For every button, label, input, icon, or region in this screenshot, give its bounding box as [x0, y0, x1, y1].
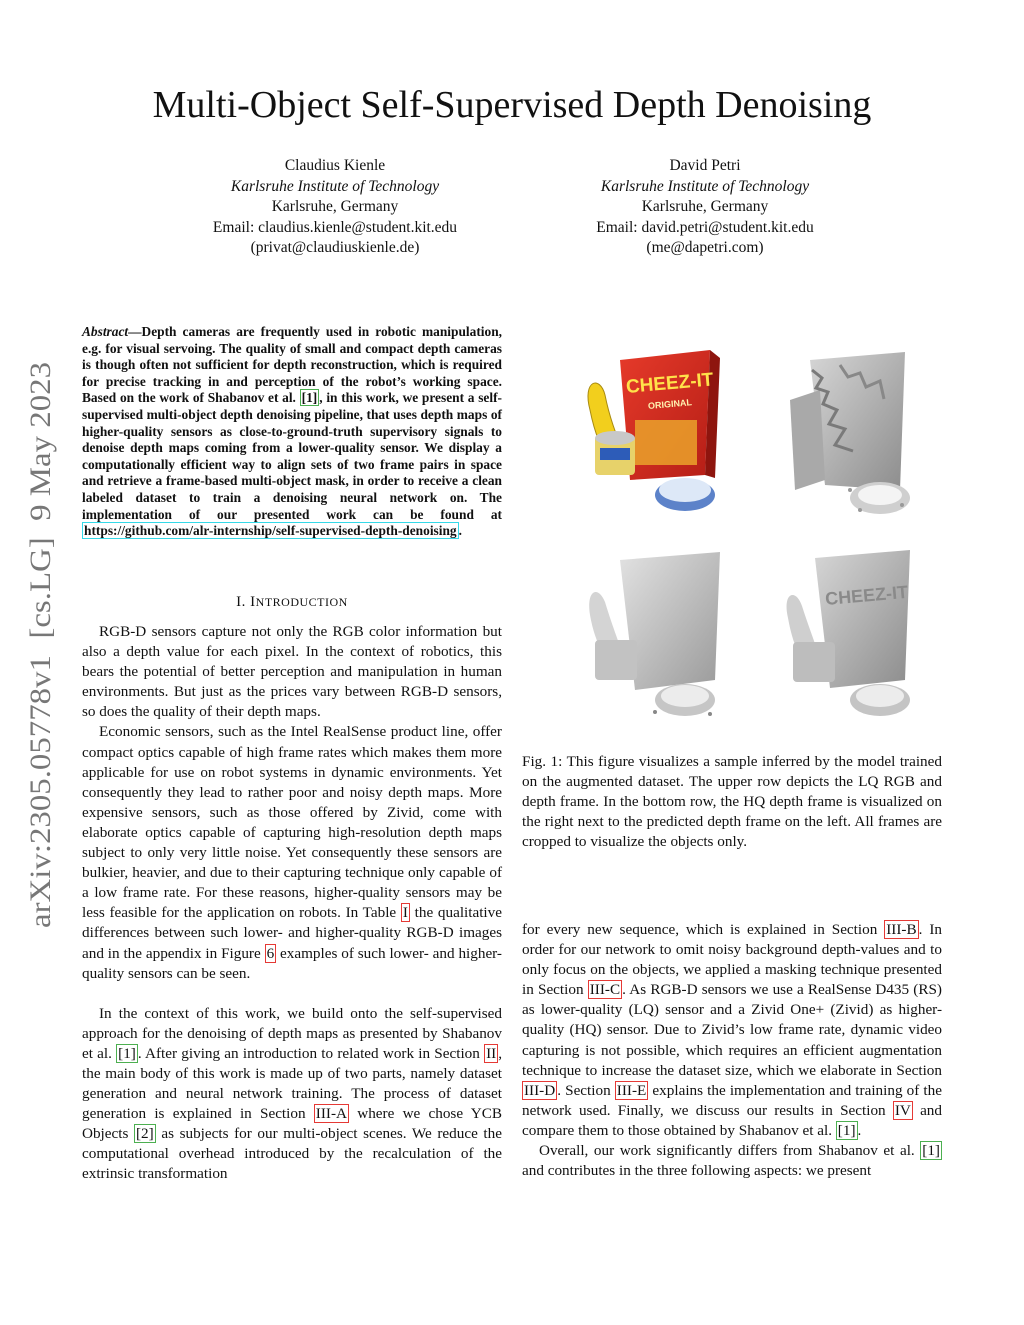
rgb-frame-image [588, 350, 720, 511]
section-link[interactable]: III-B [886, 921, 917, 938]
author-affiliation: Karlsruhe Institute of Technology [600, 177, 810, 195]
predicted-depth-image [589, 552, 720, 716]
citation-link[interactable]: [2] [136, 1125, 154, 1143]
paragraph: In the context of this work, we build onto the self-supervised approach for the denoising of depth maps as presented by Shabanov et al. [1] . After giving an introduction to related work in Section II , the main body of this work is made up of two parts, namely dataset generation and neural network training. The process of dataset generation is explained in Section III-A where we chose YCB Objects [2] as subjects for our multi-object scenes. We reduce the computational overhead introduced by the recalculation of the extrinsic transformation [82, 1004, 502, 1183]
section-link[interactable]: III-E [616, 1081, 647, 1099]
section-link[interactable]: III-A [315, 1105, 347, 1123]
figure-link[interactable]: 6 [266, 944, 275, 962]
author-block-1 [150, 156, 520, 259]
paragraph: Overall, our work significantly differs from Shabanov et al. [1] and contributes in the three following aspects: we present [522, 1142, 940, 1180]
table-link[interactable]: I [402, 904, 408, 922]
author-name: Claudius Kienle [284, 157, 386, 174]
github-link[interactable]: https://github.com/alr-internship/self-supervised-depth-denoising [84, 523, 457, 539]
paragraph: RGB-D sensors capture not only the RGB color information but also a depth value for each pixel. In the context of robotics, this bears the potential of better perception and manipulation in human environments. But just as the prices vary between RGB-D sensors, so does the quality of their depth maps. [82, 623, 502, 721]
author-block-2 [520, 156, 890, 259]
cheezit-sub: ORIGINAL [647, 397, 693, 412]
section-link[interactable]: III-C [589, 981, 621, 999]
right-column [522, 920, 942, 1181]
section-link[interactable]: III-D [524, 1081, 556, 1099]
section-heading-introduction: I. INTRODUCTION [236, 594, 348, 610]
figure-caption: Fig. 1: This figure visualizes a sample inferred by the model trained on the augmented dataset. The upper row depicts the LQ RGB and depth frame. In the bottom row, the HQ depth frame is visualized on the right next to the predicted depth frame on the left. All frames are cropped to visualize the objects only. [522, 753, 942, 851]
paragraph: for every new sequence, which is explained in Section III-B . In order for our network to omit noisy background depth-values and to only focus on the objects, we applied a masking technique presented in Section III-C . As RGB-D sensors we use a RealSense D435 (RS) as lower-quality (LQ) sensor and a Zivid One+ (Zivid) as higher-quality (HQ) sensor. Due to Zivid’s low frame rate, dynamic video capturing is not possible, which requires an efficient augmentation technique to increase the dataset size, which we elaborate in Section III-D . Section III-E explains the implementation and training of the network used. Finally, we discuss our results in Section IV and compare them to those obtained by Shabanov et al. [1] . [522, 921, 943, 1139]
citation-link[interactable]: [1] [118, 1044, 136, 1062]
lq-depth-image [790, 352, 910, 514]
hq-depth-image [787, 550, 910, 716]
citation-link[interactable]: [1] [837, 1121, 856, 1139]
arxiv-side-identifier [14, 360, 64, 930]
author-location: Karlsruhe, Germany [271, 198, 399, 215]
citation-link[interactable]: [1] [922, 1142, 940, 1160]
citation-link[interactable]: [1] [301, 390, 318, 406]
figure-1 [560, 340, 950, 740]
author-alt-email[interactable]: (me@dapetri.com) [646, 239, 764, 256]
author-name: David Petri [669, 157, 741, 174]
left-column [82, 622, 502, 1185]
arxiv-id-text: arXiv:2305.05778v1 [cs.LG] 9 May 2023 [24, 411, 57, 928]
author-affiliation: Karlsruhe Institute of Technology [230, 177, 440, 195]
cheezit-logo: CHEEZ-IT [625, 369, 715, 398]
svg-text:CHEEZ-IT: CHEEZ-IT [824, 581, 909, 610]
abstract-label: Abstract [82, 324, 129, 339]
section-link[interactable]: II [486, 1044, 497, 1062]
paper-title: Multi-Object Self-Supervised Depth Denoising [152, 84, 872, 126]
abstract: Abstract—Depth cameras are frequently used in robotic manipulation, e.g. for visual servoing. The quality of small and compact depth cameras is though often not sufficient for depth reconstruction, which is required for precise tracking in and perception of the robot’s working space. Based on the work of Shabanov et al. [1] , in this work, we present a self-supervised multi-object depth denoising pipeline, that uses depth maps of higher-quality sensors as close-to-ground-truth supervisory signals to denoise depth maps coming from a lower-quality sensor. We display a computationally efficient way to align sets of two frame pairs in space and retrieve a frame-based multi-object mask, in order to receive a clean labeled dataset to train a denoising neural network on. The implementation of our presented work can be found at https://github.com/alr-internship/self-supervised-depth-denoising . [82, 324, 502, 539]
author-email[interactable]: Email: david.petri@student.kit.edu [596, 218, 814, 236]
author-email[interactable]: Email: claudius.kienle@student.kit.edu [212, 218, 458, 236]
author-alt-email[interactable]: (privat@claudiuskienle.de) [250, 239, 420, 256]
author-location: Karlsruhe, Germany [641, 198, 769, 215]
paragraph: Economic sensors, such as the Intel RealSense product line, offer compact optics capable of high frame rates which makes them more applicable for use on robot systems in dynamic environments. Yet consequently they lead to rather poor and noisy depth maps. More expensive sensors, such as those offered by Zivid, come with elaborate optics capable of capturing high-resolution depth maps subject to only very little noise. Yet consequently these sensors are bulkier, heavier, and due to their capturing technique only capable of a low frame rate. For these reasons, higher-quality sensors may be less feasible for the application on robots. In Table I the qualitative differences between such lower- and higher-quality RGB-D images and in the appendix in Figure 6 examples of such lower- and higher-quality sensors can be seen. [82, 723, 502, 982]
section-link[interactable]: IV [894, 1101, 911, 1119]
